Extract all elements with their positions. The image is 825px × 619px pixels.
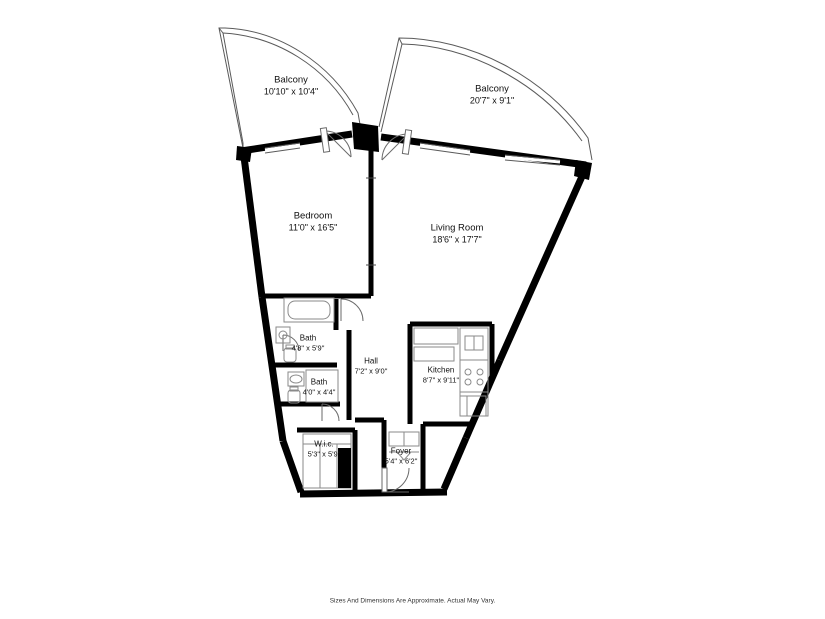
room-label-hall: Hall 7'2" x 9'0" — [354, 356, 388, 376]
interior-walls — [261, 140, 492, 492]
disclaimer-text: Sizes And Dimensions Are Approximate. Actual May Vary. — [329, 597, 496, 605]
wic-shelving — [303, 434, 351, 488]
room-label-wic: W.i.c. 5'3" x 5'9" — [307, 439, 341, 459]
kitchen-fixtures — [414, 328, 488, 416]
room-label-kitchen: Kitchen 8'7" x 9'11" — [422, 365, 460, 385]
room-label-bath-2: Bath 4'0" x 4'4" — [302, 377, 336, 397]
room-label-balcony-right: Balcony 20'7" x 9'1" — [469, 83, 515, 106]
bath-2-fixtures — [288, 370, 338, 403]
room-label-living-room: Living Room 18'6" x 17'7" — [430, 222, 484, 245]
center-pier — [352, 122, 379, 152]
room-label-bath-1: Bath 4'8" x 5'9" — [291, 333, 325, 353]
exterior-walls — [241, 134, 588, 494]
room-label-balcony-left: Balcony 10'10" x 10'4" — [263, 74, 319, 97]
bath-1-fixtures — [276, 298, 334, 362]
foyer-closet — [389, 432, 419, 460]
balcony-left-railing — [219, 28, 361, 148]
room-label-foyer: Foyer 5'4" x 6'2" — [384, 446, 418, 466]
room-label-bedroom: Bedroom 11'0" x 16'5" — [288, 210, 338, 233]
